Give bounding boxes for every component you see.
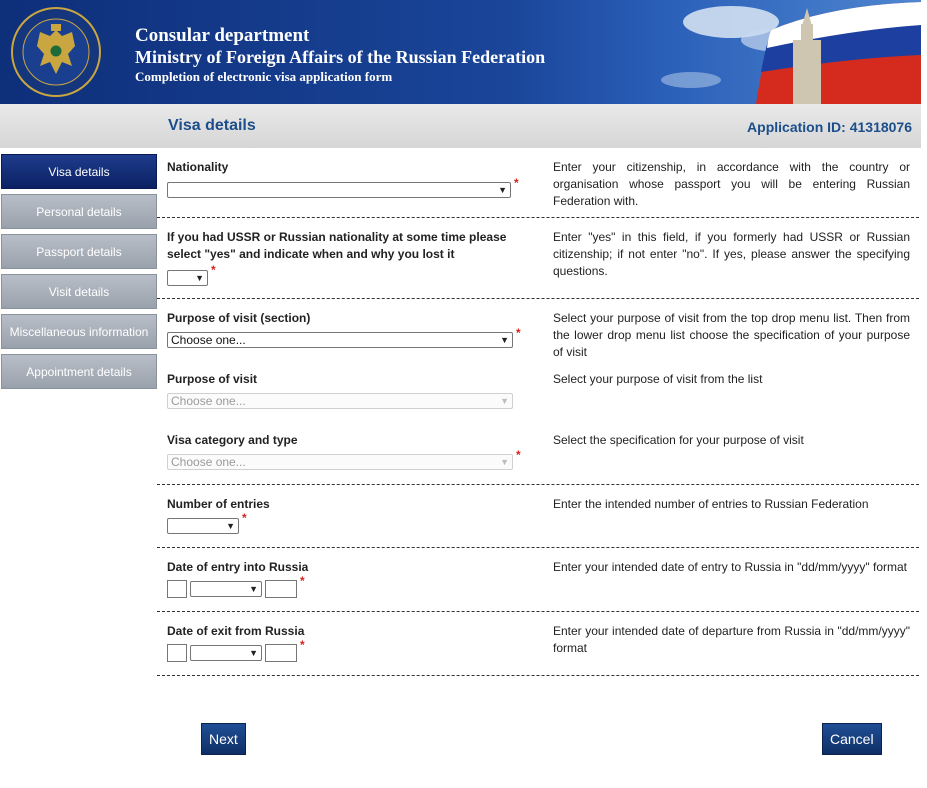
- exit-day-input[interactable]: [167, 644, 187, 662]
- double-headed-eagle-emblem-icon: [10, 6, 102, 98]
- required-marker: *: [211, 263, 216, 277]
- chevron-down-icon: ▼: [226, 521, 235, 531]
- chevron-down-icon: ▼: [195, 273, 204, 283]
- entry-date-help: Enter your intended date of entry to Russia in "dd/mm/yyyy" format: [553, 560, 908, 574]
- nationality-label: Nationality: [167, 160, 229, 174]
- purpose-help: Select your purpose of visit from the list: [553, 372, 763, 386]
- purpose-section-select[interactable]: [167, 332, 513, 348]
- entry-year-input[interactable]: [265, 580, 297, 598]
- ussr-label: If you had USSR or Russian nationality at some time please select "yes" and indicate when and why you lost it: [167, 230, 507, 261]
- chevron-down-icon: ▼: [498, 185, 507, 195]
- header-line-1: Consular department: [135, 25, 310, 46]
- header-line-2: Ministry of Foreign Affairs of the Russian Federation: [135, 47, 546, 67]
- purpose-value: Choose one...: [171, 394, 246, 408]
- chevron-down-icon: ▼: [500, 335, 509, 345]
- chevron-down-icon: ▼: [500, 396, 509, 406]
- exit-date-row: [157, 612, 919, 676]
- purpose-section-value: Choose one...: [171, 333, 246, 347]
- nationality-select[interactable]: [167, 182, 511, 198]
- russian-flag-icon: [661, 0, 921, 104]
- sidebar-item-personal-details[interactable]: Personal details: [1, 194, 157, 229]
- visa-category-select[interactable]: [167, 454, 513, 470]
- required-marker: *: [514, 176, 519, 190]
- entry-day-input[interactable]: [167, 580, 187, 598]
- purpose-section-label: Purpose of visit (section): [167, 311, 311, 325]
- required-marker: *: [516, 326, 521, 340]
- nationality-row: [157, 148, 919, 218]
- ussr-row: [157, 218, 919, 299]
- header-banner: [0, 0, 921, 104]
- page-title: Visa details: [168, 117, 256, 134]
- header-line-3: Completion of electronic visa application form: [135, 69, 393, 84]
- application-id: Application ID: 41318076: [747, 119, 912, 135]
- nationality-help: Enter your citizenship, in accordance with the country or organisation whose passport you will be entering Russian Federation with.: [553, 160, 910, 208]
- chevron-down-icon: ▼: [249, 648, 258, 658]
- entries-select[interactable]: [167, 518, 239, 534]
- entry-month-select[interactable]: [190, 581, 262, 597]
- required-marker: *: [242, 511, 247, 525]
- sidebar-nav: [1, 154, 157, 394]
- ussr-help: Enter "yes" in this field, if you formerly had USSR or Russian citizenship; if not enter "no". If yes, please answer the specifying questions.: [553, 230, 910, 278]
- exit-date-help: Enter your intended date of departure from Russia in "dd/mm/yyyy" format: [553, 624, 910, 655]
- visa-form: [157, 148, 919, 676]
- required-marker: *: [516, 448, 521, 462]
- next-button[interactable]: Next: [201, 723, 246, 755]
- sidebar-item-passport-details[interactable]: Passport details: [1, 234, 157, 269]
- purpose-select[interactable]: [167, 393, 513, 409]
- purpose-label: Purpose of visit: [167, 372, 258, 386]
- required-marker: *: [300, 574, 305, 588]
- chevron-down-icon: ▼: [249, 584, 258, 594]
- sidebar-item-visit-details[interactable]: Visit details: [1, 274, 157, 309]
- exit-date-label: Date of exit from Russia: [167, 624, 305, 638]
- chevron-down-icon: ▼: [500, 457, 509, 467]
- cancel-button[interactable]: Cancel: [822, 723, 882, 755]
- entry-date-label: Date of entry into Russia: [167, 560, 309, 574]
- entry-date-row: [157, 548, 919, 612]
- entries-label: Number of entries: [167, 497, 270, 511]
- sidebar-item-miscellaneous-information[interactable]: Miscellaneous information: [1, 314, 157, 349]
- entries-row: [157, 485, 919, 548]
- visa-category-value: Choose one...: [171, 455, 246, 469]
- sidebar-item-appointment-details[interactable]: Appointment details: [1, 354, 157, 389]
- required-marker: *: [300, 638, 305, 652]
- visa-category-label: Visa category and type: [167, 433, 298, 447]
- ussr-select[interactable]: [167, 270, 208, 286]
- exit-month-select[interactable]: [190, 645, 262, 661]
- purpose-section-help: Select your purpose of visit from the top drop menu list. Then from the lower drop menu list choose the specification of your purpose of visit: [553, 311, 910, 359]
- entries-help: Enter the intended number of entries to Russian Federation: [553, 497, 869, 511]
- exit-year-input[interactable]: [265, 644, 297, 662]
- visa-category-help: Select the specification for your purpose of visit: [553, 433, 804, 447]
- purpose-row: [157, 299, 919, 485]
- sidebar-item-visa-details[interactable]: Visa details: [1, 154, 157, 189]
